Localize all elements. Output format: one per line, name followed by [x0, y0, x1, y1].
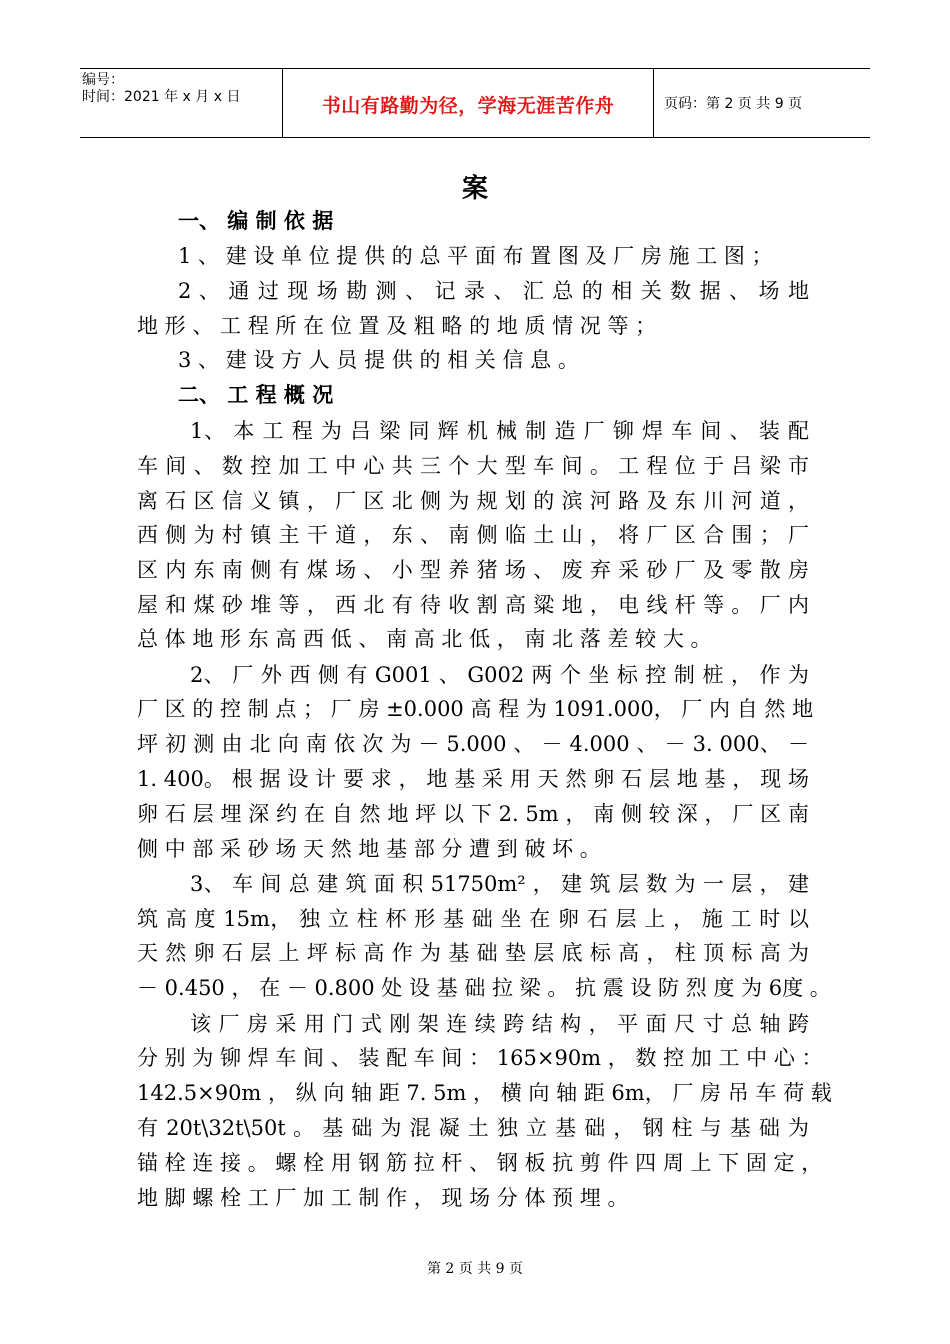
- body-line: 筑 高 度 15m， 独 立 柱 杯 形 基 础 坐 在 卵 石 层 上 ， 施 工 时 以: [137, 907, 809, 931]
- body-line: 有 20t\32t\50t 。 基 础 为 混 凝 土 独 立 基 础 ， 钢 柱 与 基 础 为: [137, 1116, 809, 1140]
- header-motto-cell: [282, 69, 654, 137]
- body-line: 坪 初 测 由 北 向 南 依 次 为 － 5.000 、 － 4.000 、 － 3. 000、 －: [137, 732, 809, 756]
- body-line: 西侧为村镇主干道，东、南侧临土山，将厂区合围；厂: [137, 523, 809, 547]
- document-date: 时间：2021 年 x 月 x 日: [82, 89, 241, 105]
- header-meta: [80, 69, 282, 137]
- body-line: 离石区信义镇，厂区北侧为规划的滨河路及东川河道，: [137, 489, 809, 513]
- section-heading: 二、 工 程 概 况: [178, 383, 334, 407]
- body-line: 卵 石 层 埋 深 约 在 自 然 地 坪 以 下 2. 5m ， 南 侧 较 深 ， 厂 区 南: [137, 802, 809, 826]
- body-line: 142.5×90m ， 纵 向 轴 距 7. 5m ， 横 向 轴 距 6m， 厂 房 吊 车 荷 载: [137, 1081, 832, 1105]
- body-line: 区内东南侧有煤场、小型养猪场、废弃采砂厂及零散房: [137, 558, 809, 582]
- header-page-cell: [654, 69, 870, 137]
- body-line: 2、 厂 外 西 侧 有 G001 、 G002 两 个 坐 标 控 制 桩 ， 作 为: [190, 663, 809, 687]
- body-line: 1、 本 工 程 为 吕 梁 同 辉 机 械 制 造 厂 铆 焊 车 间 、 装 配: [190, 419, 809, 443]
- header-page-info: 页码：第 2 页 共 9 页: [664, 96, 803, 112]
- body-line: 该 厂 房 采 用 门 式 刚 架 连 续 跨 结 构 ， 平 面 尺 寸 总 轴 跨: [190, 1012, 809, 1036]
- page-header: [80, 68, 870, 138]
- body-line: 地 形 、 工 程 所 在 位 置 及 粗 略 的 地 质 情 况 等 ；: [137, 314, 657, 338]
- page-footer: 第 2 页 共 9 页: [426, 1261, 524, 1277]
- body-line: － 0.450 ， 在 － 0.800 处 设 基 础 拉 梁 。 抗 震 设 防 烈 度 为 6度 。: [137, 976, 831, 1000]
- header-motto: 书山有路勤为径，学海无涯苦作舟: [321, 95, 615, 117]
- body-line: 1 、 建 设 单 位 提 供 的 总 平 面 布 置 图 及 厂 房 施 工 图 ；: [178, 244, 773, 268]
- body-line: 厂 区 的 控 制 点 ； 厂 房 ±0.000 高 程 为 1091.000， 厂 内 自 然 地: [137, 697, 814, 721]
- body-line: 1. 400。 根 据 设 计 要 求 ， 地 基 采 用 天 然 卵 石 层 地 基 ， 现 场: [137, 767, 809, 791]
- body-line: 分 别 为 铆 焊 车 间 、 装 配 车 间 ： 165×90m ， 数 控 加 工 中 心 ：: [137, 1046, 823, 1070]
- body-line: 2 、 通 过 现 场 勘 测 、 记 录 、 汇 总 的 相 关 数 据 、 场 地: [178, 279, 809, 303]
- body-line: 3 、 建 设 方 人 员 提 供 的 相 关 信 息 。: [178, 348, 579, 372]
- body-line: 总 体 地 形 东 高 西 低 、 南 高 北 低 ， 南 北 落 差 较 大 。: [137, 627, 712, 651]
- body-line: 3、 车 间 总 建 筑 面 积 51750m² ， 建 筑 层 数 为 一 层 ， 建: [190, 872, 809, 896]
- body-line: 车间、数控加工中心共三个大型车间。工程位于吕梁市: [137, 454, 809, 478]
- body-line: 侧 中 部 采 砂 场 天 然 地 基 部 分 遭 到 破 坏 。: [137, 837, 601, 861]
- body-line: 地 脚 螺 栓 工 厂 加 工 制 作 ， 现 场 分 体 预 埋 。: [137, 1186, 629, 1210]
- page-title: 案: [461, 174, 488, 204]
- document-number-label: 编号：: [82, 72, 124, 88]
- body-line: 屋和煤砂堆等，西北有待收割高粱地，电线杆等。厂内: [137, 593, 809, 617]
- body-line: 天然卵石层上坪标高作为基础垫层底标高，柱顶标高为: [137, 941, 809, 965]
- section-heading: 一、 编 制 依 据: [178, 209, 334, 233]
- body-line: 锚 栓 连 接 。 螺 栓 用 钢 筋 拉 杆 、 钢 板 抗 剪 件 四 周 上 下 固 定 ，: [137, 1151, 823, 1175]
